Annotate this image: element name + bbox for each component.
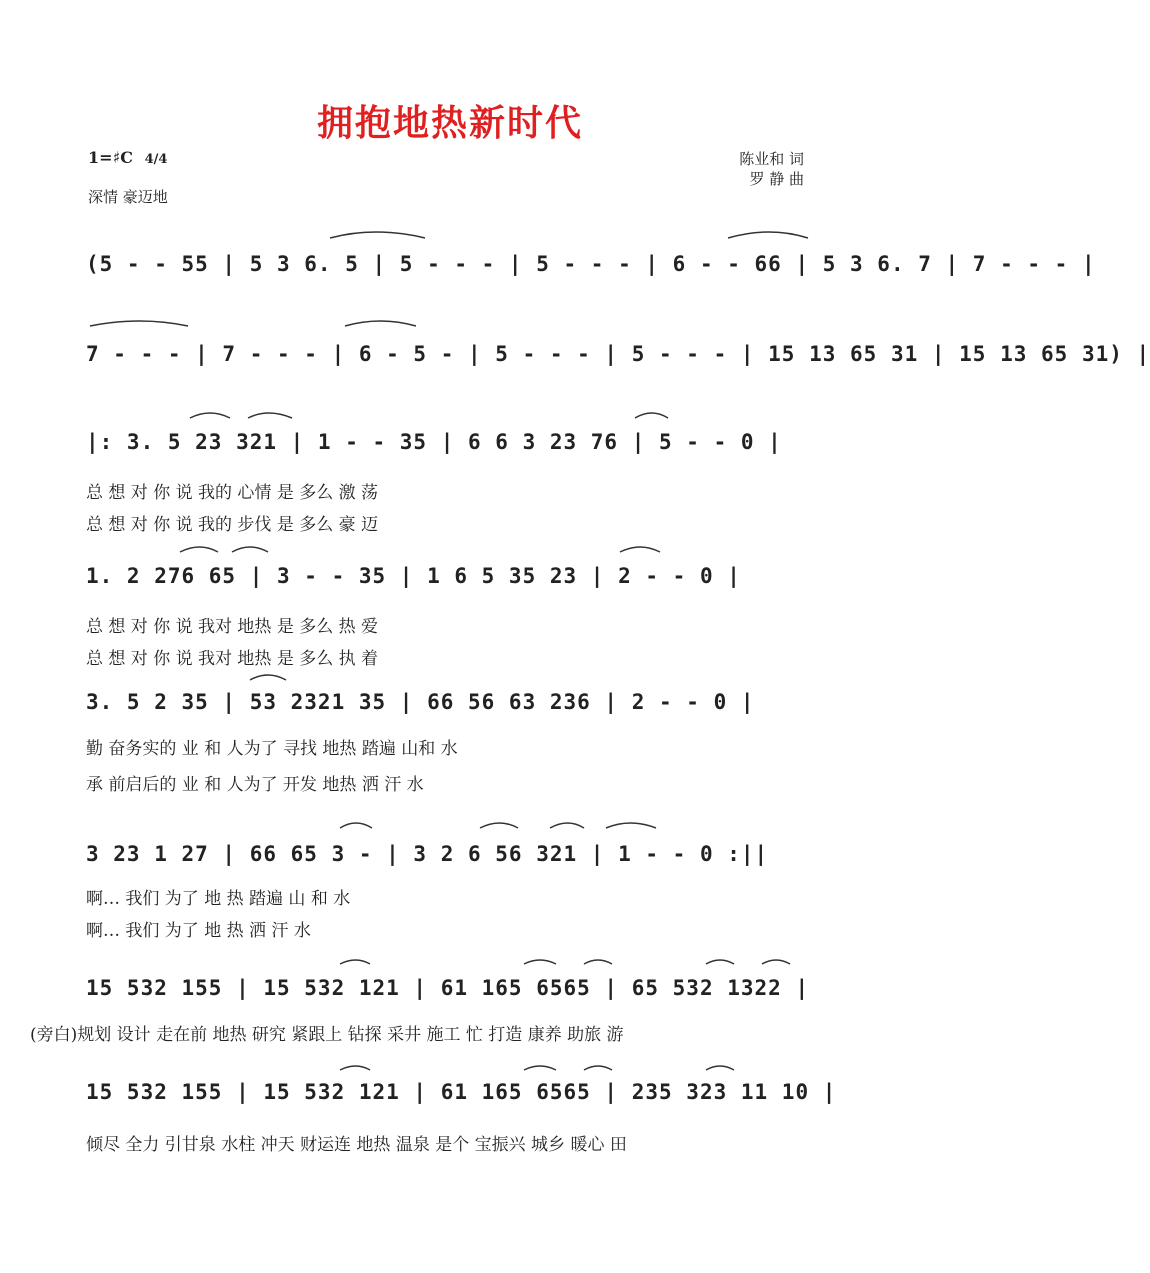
lyric-line-4-verse-2: 总 想 对 你 说 我对 地热 是 多么 执 着 <box>86 649 379 669</box>
lyricist-credit: 陈业和 词 <box>739 150 804 168</box>
notation-line-1: (5 - - 55 | 5 3 6. 5 | 5 - - - | 5 - - - | 6 - - 66 | 5 3 6. 7 | 7 - - - | <box>86 252 1096 276</box>
notation-line-4: 1. 2 276 65 | 3 - - 35 | 1 6 5 35 23 | 2 - - 0 | <box>86 564 741 588</box>
notation-line-7: 15 532 155 | 15 532 121 | 61 165 6565 | 65 532 1322 | <box>86 976 810 1000</box>
lyric-line-4-verse-1: 总 想 对 你 说 我对 地热 是 多么 热 爱 <box>86 617 379 637</box>
lyric-line-5-verse-1: 勤 奋务实的 业 和 人为了 寻找 地热 踏遍 山和 水 <box>86 739 458 759</box>
lyric-line-6-verse-2: 啊… 我们 为了 地 热 洒 汗 水 <box>86 921 311 941</box>
lyric-line-6-verse-1: 啊… 我们 为了 地 热 踏遍 山 和 水 <box>86 889 351 909</box>
composer-credit: 罗 静 曲 <box>749 170 804 188</box>
song-title: 拥抱地热新时代 <box>316 103 583 144</box>
notation-line-8: 15 532 155 | 15 532 121 | 61 165 6565 | 235 323 11 10 | <box>86 1080 837 1104</box>
lyric-line-8: 倾尽 全力 引甘泉 水柱 冲天 财运连 地热 温泉 是个 宝振兴 城乡 暖心 田 <box>86 1135 627 1155</box>
lyric-line-5-verse-2: 承 前启后的 业 和 人为了 开发 地热 洒 汗 水 <box>86 775 424 795</box>
tempo-marking: 深情 豪迈地 <box>88 188 168 206</box>
notation-line-3: |: 3. 5 23 321 | 1 - - 35 | 6 6 3 23 76 | 5 - - 0 | <box>86 430 782 454</box>
lyric-line-3-verse-2: 总 想 对 你 说 我的 步伐 是 多么 豪 迈 <box>86 515 379 535</box>
time-signature: 4/4 <box>144 152 168 167</box>
notation-line-5: 3. 5 2 35 | 53 2321 35 | 66 56 63 236 | 2 - - 0 | <box>86 690 755 714</box>
lyric-line-3-verse-1: 总 想 对 你 说 我的 心情 是 多么 激 荡 <box>86 483 379 503</box>
notation-line-2: 7 - - - | 7 - - - | 6 - 5 - | 5 - - - | 5 - - - | 15 13 65 31 | 15 13 65 31) | <box>86 342 1150 366</box>
lyric-line-7: (旁白)规划 设计 走在前 地热 研究 紧跟上 钻探 采井 施工 忙 打造 康养 助旅 游 <box>30 1025 624 1045</box>
key-signature: 1=♯C <box>88 148 134 167</box>
notation-line-6: 3 23 1 27 | 66 65 3 - | 3 2 6 56 321 | 1 - - 0 :|| <box>86 842 769 866</box>
